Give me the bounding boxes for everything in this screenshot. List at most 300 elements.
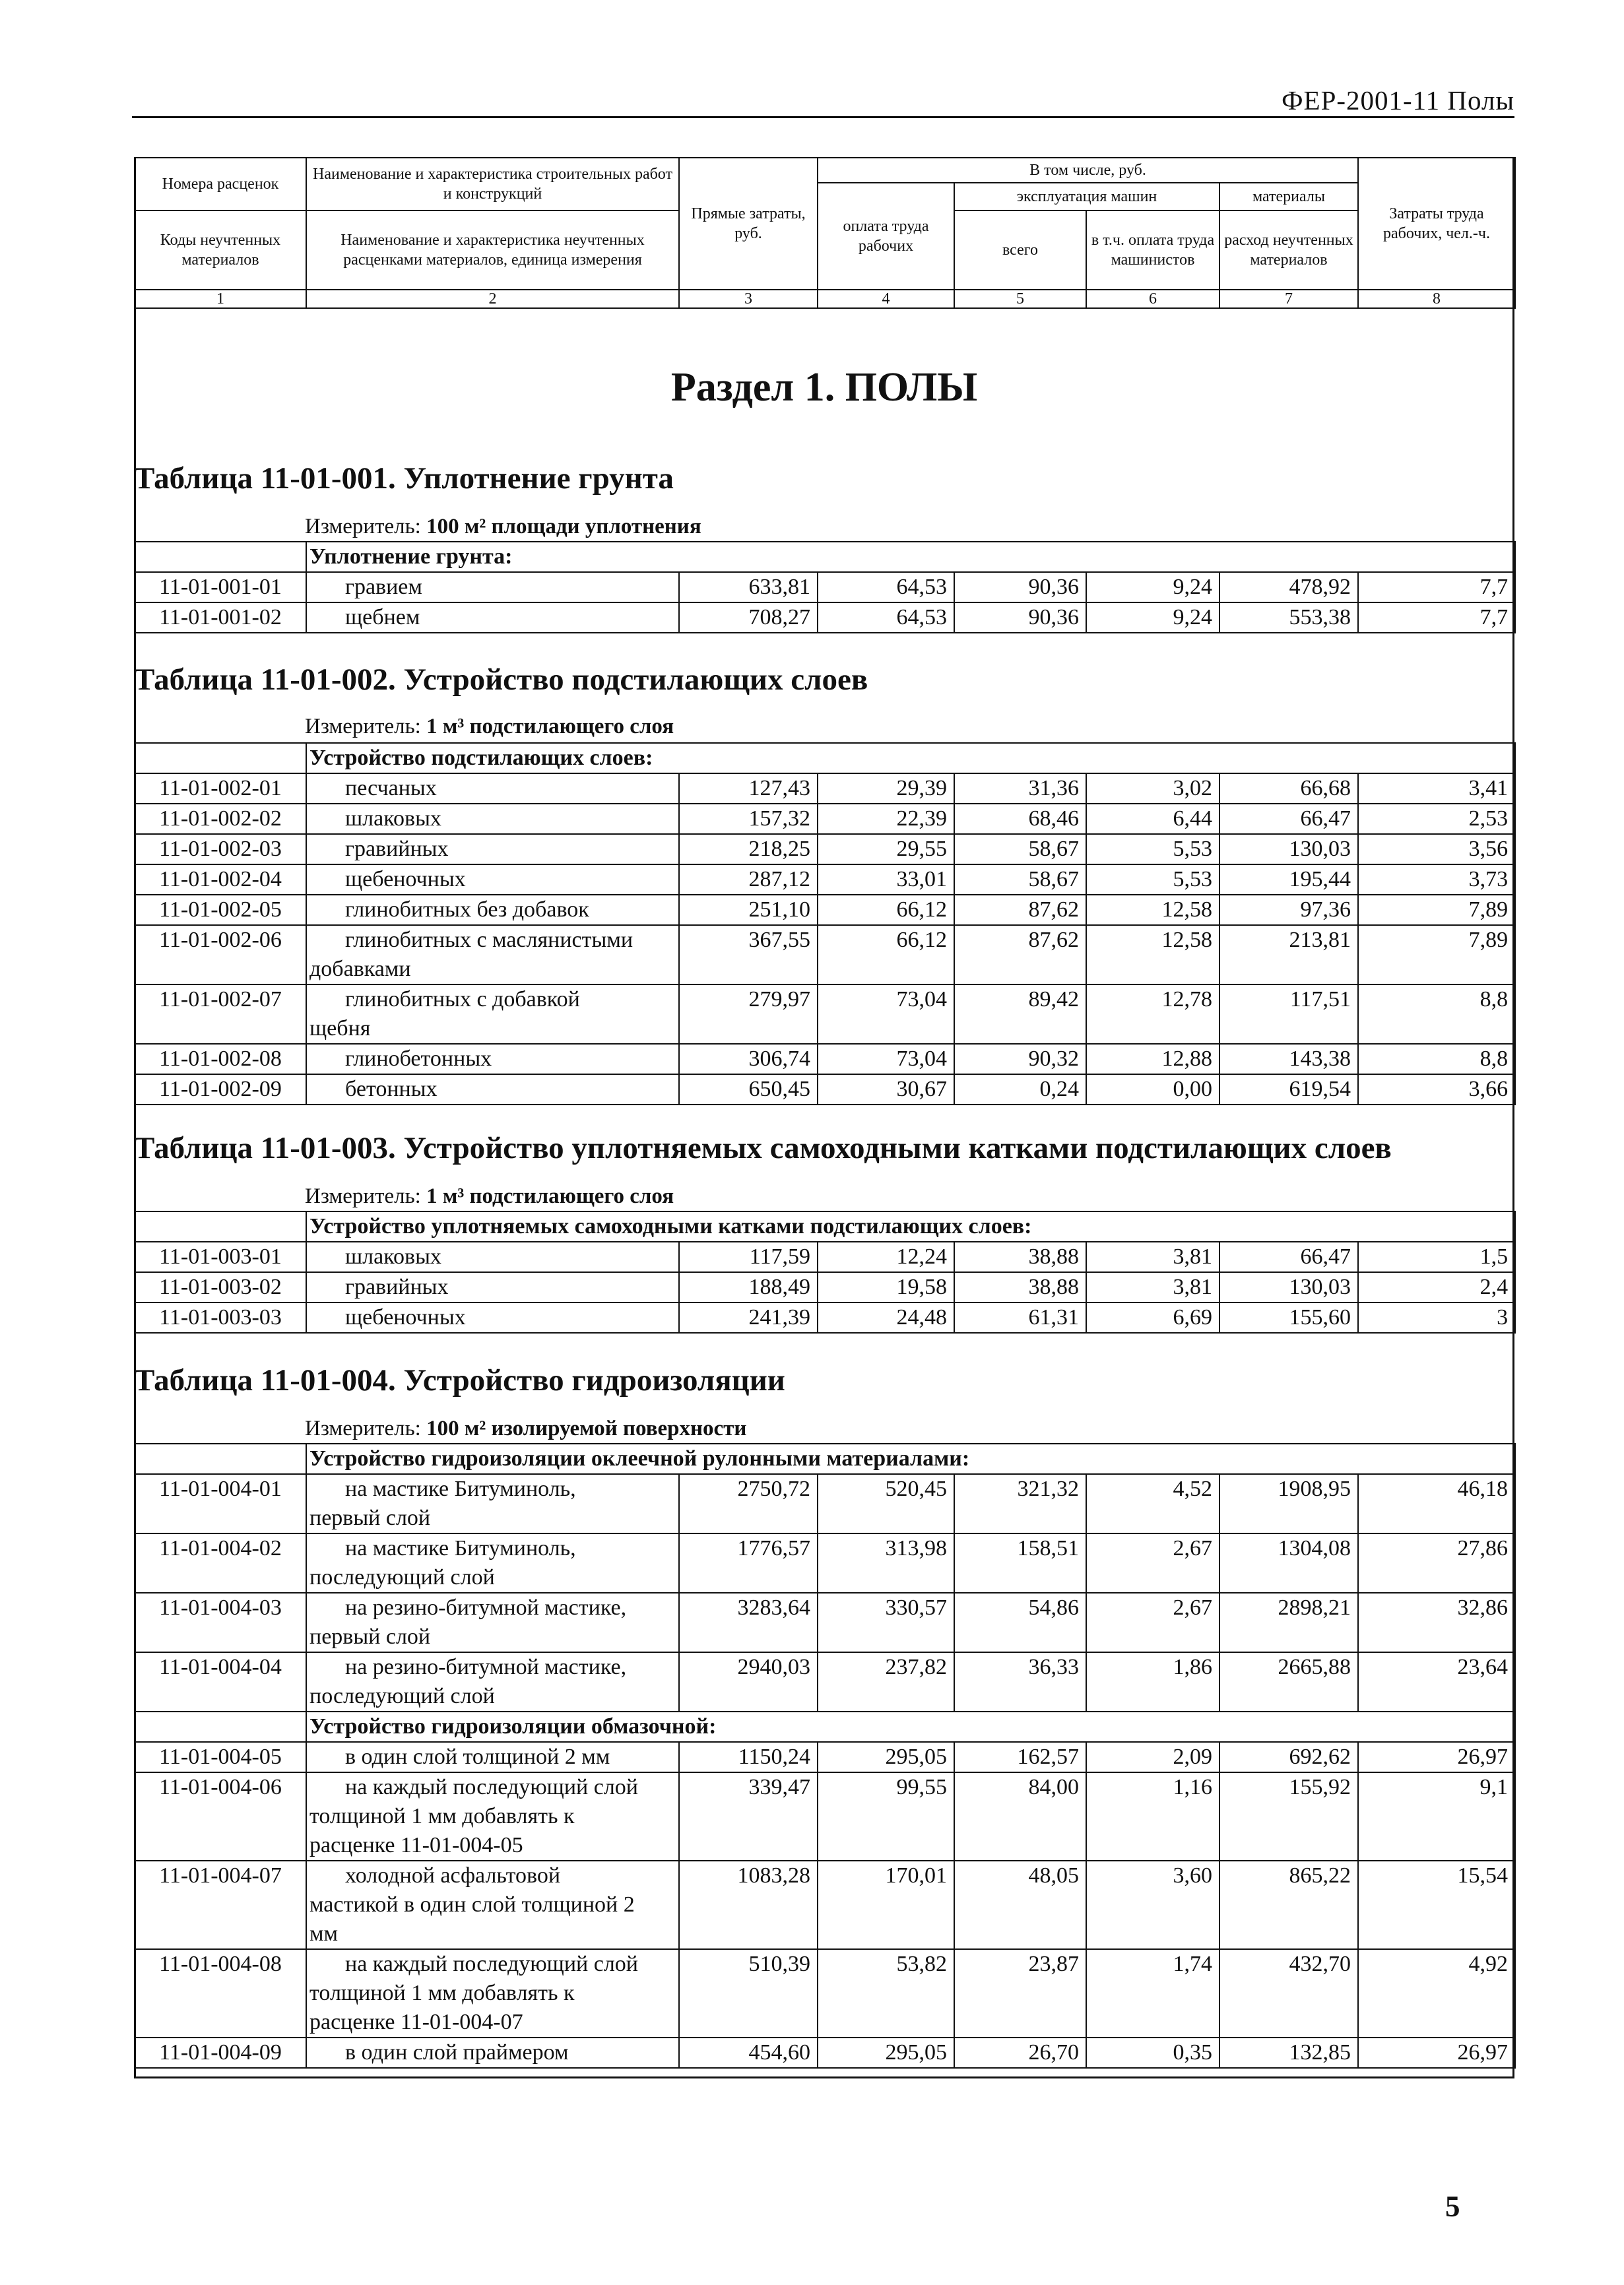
rates-table-11-01-004 [134, 1443, 1516, 2069]
labor-hours-cell: 15,54 [1358, 1861, 1515, 1949]
rate-name [306, 1303, 679, 1333]
rate-row [135, 1303, 1515, 1333]
machine-total-cell: 48,05 [954, 1861, 1086, 1949]
col-number: 6 [1086, 290, 1219, 308]
labor-pay-cell: 12,24 [818, 1242, 954, 1272]
machinist-pay-cell: 9,24 [1086, 572, 1219, 602]
group-heading: Устройство подстилающих слоев: [306, 743, 1515, 773]
materials-cell: 155,60 [1219, 1303, 1358, 1333]
rate-code: 11-01-004-07 [135, 1861, 306, 1949]
col-number: 8 [1358, 290, 1515, 308]
labor-hours-cell: 3,73 [1358, 864, 1515, 895]
machine-total-cell: 54,86 [954, 1593, 1086, 1652]
rate-row [135, 925, 1515, 984]
rate-code: 11-01-004-02 [135, 1533, 306, 1593]
direct-costs-cell: 510,39 [679, 1949, 818, 2038]
machinist-pay-cell: 3,81 [1086, 1272, 1219, 1303]
labor-pay-cell: 33,01 [818, 864, 954, 895]
machine-total-cell: 31,36 [954, 773, 1086, 804]
rate-name-continuation: последующий слой [309, 1565, 495, 1590]
machine-total-cell: 87,62 [954, 895, 1086, 925]
rate-name-continuation: первый слой [309, 1506, 431, 1530]
rate-row [135, 1949, 1515, 2038]
labor-pay-cell: 73,04 [818, 984, 954, 1044]
rate-name-continuation: расценке 11-01-004-07 [309, 2010, 523, 2034]
measure-value: 100 м² изолируемой поверхности [426, 1417, 747, 1440]
rate-name-line: гравийных [345, 837, 449, 861]
col-number: 1 [135, 290, 306, 308]
group-row [135, 1444, 1515, 1474]
rate-code: 11-01-002-03 [135, 834, 306, 864]
rates-table-11-01-003 [134, 1211, 1516, 1334]
materials-cell: 66,47 [1219, 804, 1358, 834]
labor-hours-cell: 2,53 [1358, 804, 1515, 834]
col-number: 5 [954, 290, 1086, 308]
labor-pay-cell: 30,67 [818, 1074, 954, 1105]
labor-pay-cell: 237,82 [818, 1652, 954, 1712]
rate-name [306, 1861, 679, 1949]
page-number: 5 [1445, 2190, 1460, 2223]
rate-name-line: щебеночных [345, 1305, 466, 1330]
rate-row [135, 1861, 1515, 1949]
rate-row [135, 1742, 1515, 1772]
rate-row [135, 1533, 1515, 1593]
materials-cell: 619,54 [1219, 1074, 1358, 1105]
rate-row [135, 1044, 1515, 1074]
col-number: 2 [306, 290, 679, 308]
rate-name-line: глинобитных без добавок [345, 897, 589, 922]
group-row [135, 542, 1515, 572]
labor-pay-cell: 295,05 [818, 2038, 954, 2068]
labor-pay-cell: 295,05 [818, 1742, 954, 1772]
labor-hours-cell: 8,8 [1358, 984, 1515, 1044]
rate-name [306, 895, 679, 925]
rate-code: 11-01-002-07 [135, 984, 306, 1044]
rate-name-line: гравием [345, 575, 422, 599]
machine-total-cell: 0,24 [954, 1074, 1086, 1105]
col-materialy-header: материалы [1219, 183, 1358, 210]
direct-costs-cell: 1150,24 [679, 1742, 818, 1772]
direct-costs-cell: 157,32 [679, 804, 818, 834]
machinist-pay-cell: 5,53 [1086, 834, 1219, 864]
rate-code: 11-01-001-01 [135, 572, 306, 602]
labor-hours-cell: 26,97 [1358, 2038, 1515, 2068]
labor-hours-cell: 3,41 [1358, 773, 1515, 804]
direct-costs-cell: 117,59 [679, 1242, 818, 1272]
machinist-pay-cell: 3,60 [1086, 1861, 1219, 1949]
column-header-table [134, 157, 1516, 309]
rate-code: 11-01-003-02 [135, 1272, 306, 1303]
rate-code: 11-01-004-01 [135, 1474, 306, 1533]
labor-hours-cell: 4,92 [1358, 1949, 1515, 2038]
measure-line [305, 515, 701, 539]
rates-table-11-01-002 [134, 742, 1516, 1105]
group-heading: Устройство гидроизоляции обмазочной: [306, 1712, 1515, 1742]
labor-pay-cell: 73,04 [818, 1044, 954, 1074]
labor-pay-cell: 64,53 [818, 572, 954, 602]
rate-name-line: в один слой толщиной 2 мм [345, 1745, 610, 1769]
labor-pay-cell: 99,55 [818, 1772, 954, 1861]
measure-line [305, 1417, 746, 1441]
rate-name-line: в один слой праймером [345, 2040, 569, 2065]
col-rashod-header: расход неучтенных материалов [1219, 210, 1358, 290]
labor-pay-cell: 29,39 [818, 773, 954, 804]
machinist-pay-cell: 12,78 [1086, 984, 1219, 1044]
rate-name-line: шлаковых [345, 806, 441, 831]
machinist-pay-cell: 3,02 [1086, 773, 1219, 804]
materials-cell: 213,81 [1219, 925, 1358, 984]
measure-value: 1 м³ подстилающего слоя [426, 1184, 674, 1208]
machine-total-cell: 90,36 [954, 602, 1086, 633]
direct-costs-cell: 1083,28 [679, 1861, 818, 1949]
table-title-11-01-002: Таблица 11-01-002. Устройство подстилающих слоев [134, 662, 868, 697]
labor-pay-cell: 170,01 [818, 1861, 954, 1949]
machinist-pay-cell: 1,86 [1086, 1652, 1219, 1712]
rate-name-continuation: последующий слой [309, 1684, 495, 1708]
rate-code: 11-01-003-03 [135, 1303, 306, 1333]
rate-name [306, 1593, 679, 1652]
rate-name [306, 2038, 679, 2068]
table-title-11-01-001: Таблица 11-01-001. Уплотнение грунта [134, 461, 674, 496]
rate-name-line: щебнем [345, 605, 420, 629]
labor-hours-cell: 46,18 [1358, 1474, 1515, 1533]
rate-name-continuation: добавками [309, 957, 411, 981]
labor-pay-cell: 520,45 [818, 1474, 954, 1533]
rate-name-line: на резино-битумной мастике, [345, 1655, 627, 1679]
col-nomera-header: Номера расценок [135, 158, 306, 210]
col-zatraty-header: Затраты труда рабочих, чел.-ч. [1358, 158, 1515, 290]
rate-name-line: холодной асфальтовой [345, 1863, 561, 1888]
labor-pay-cell: 22,39 [818, 804, 954, 834]
machinist-pay-cell: 12,58 [1086, 895, 1219, 925]
rate-name [306, 572, 679, 602]
measure-value: 1 м³ подстилающего слоя [426, 715, 674, 738]
measure-label: Измеритель: [305, 715, 427, 738]
machinist-pay-cell: 9,24 [1086, 602, 1219, 633]
rate-name-continuation: толщиной 1 мм добавлять к [309, 1981, 575, 2005]
direct-costs-cell: 650,45 [679, 1074, 818, 1105]
rate-name-line: на мастике Битуминоль, [345, 1477, 576, 1501]
col-number: 4 [818, 290, 954, 308]
direct-costs-cell: 218,25 [679, 834, 818, 864]
group-code-empty [135, 1712, 306, 1742]
rate-name [306, 1652, 679, 1712]
labor-hours-cell: 32,86 [1358, 1593, 1515, 1652]
col-naimenovanie-header: Наименование и характеристика строительных работ и конструкций [306, 158, 679, 210]
rate-name [306, 1742, 679, 1772]
rate-row [135, 895, 1515, 925]
rate-code: 11-01-004-08 [135, 1949, 306, 2038]
machine-total-cell: 58,67 [954, 864, 1086, 895]
direct-costs-cell: 287,12 [679, 864, 818, 895]
rate-row [135, 572, 1515, 602]
col-pryamye-header: Прямые затраты, руб. [679, 158, 818, 290]
rate-name-continuation: щебня [309, 1016, 371, 1041]
machinist-pay-cell: 1,16 [1086, 1772, 1219, 1861]
machinist-pay-cell: 5,53 [1086, 864, 1219, 895]
machine-total-cell: 162,57 [954, 1742, 1086, 1772]
labor-hours-cell: 7,7 [1358, 602, 1515, 633]
measure-line [305, 715, 674, 739]
materials-cell: 2665,88 [1219, 1652, 1358, 1712]
machine-total-cell: 321,32 [954, 1474, 1086, 1533]
labor-hours-cell: 7,89 [1358, 925, 1515, 984]
group-heading: Устройство уплотняемых самоходными катками подстилающих слоев: [306, 1211, 1515, 1242]
group-code-empty [135, 1211, 306, 1242]
col-v-tom-chisle-header: В том числе, руб. [818, 158, 1358, 183]
rate-row [135, 1593, 1515, 1652]
labor-pay-cell: 29,55 [818, 834, 954, 864]
direct-costs-cell: 708,27 [679, 602, 818, 633]
rate-name [306, 773, 679, 804]
machine-total-cell: 38,88 [954, 1242, 1086, 1272]
materials-cell: 2898,21 [1219, 1593, 1358, 1652]
rate-name-line: на мастике Битуминоль, [345, 1536, 576, 1561]
labor-hours-cell: 26,97 [1358, 1742, 1515, 1772]
rate-name [306, 1533, 679, 1593]
rate-name [306, 1272, 679, 1303]
rate-code: 11-01-004-09 [135, 2038, 306, 2068]
rate-name-line: глинобитных с маслянистыми [345, 928, 633, 952]
materials-cell: 865,22 [1219, 1861, 1358, 1949]
labor-hours-cell: 1,5 [1358, 1242, 1515, 1272]
rate-name-continuation: расценке 11-01-004-05 [309, 1833, 523, 1857]
group-code-empty [135, 743, 306, 773]
labor-hours-cell: 23,64 [1358, 1652, 1515, 1712]
header-rule [132, 116, 1514, 118]
col-ekspluatatsiya-header: эксплуатация машин [954, 183, 1219, 210]
materials-cell: 143,38 [1219, 1044, 1358, 1074]
materials-cell: 97,36 [1219, 895, 1358, 925]
machine-total-cell: 89,42 [954, 984, 1086, 1044]
labor-pay-cell: 19,58 [818, 1272, 954, 1303]
machinist-pay-cell: 2,09 [1086, 1742, 1219, 1772]
machinist-pay-cell: 12,88 [1086, 1044, 1219, 1074]
group-code-empty [135, 542, 306, 572]
labor-pay-cell: 330,57 [818, 1593, 954, 1652]
rate-name [306, 1949, 679, 2038]
group-row [135, 1712, 1515, 1742]
materials-cell: 478,92 [1219, 572, 1358, 602]
rate-code: 11-01-004-05 [135, 1742, 306, 1772]
rate-name [306, 1242, 679, 1272]
direct-costs-cell: 367,55 [679, 925, 818, 984]
rate-row [135, 1242, 1515, 1272]
measure-label: Измеритель: [305, 1184, 427, 1208]
materials-cell: 432,70 [1219, 1949, 1358, 2038]
document-code-header: ФЕР-2001-11 Полы [1282, 85, 1514, 115]
materials-cell: 1908,95 [1219, 1474, 1358, 1533]
rate-code: 11-01-002-09 [135, 1074, 306, 1105]
rate-row [135, 984, 1515, 1044]
rate-row [135, 602, 1515, 633]
rate-code: 11-01-002-01 [135, 773, 306, 804]
rate-code: 11-01-002-05 [135, 895, 306, 925]
labor-hours-cell: 7,89 [1358, 895, 1515, 925]
col-oplata-truda-header: оплата труда рабочих [818, 183, 954, 290]
labor-hours-cell: 8,8 [1358, 1044, 1515, 1074]
rate-name-line: шлаковых [345, 1244, 441, 1269]
direct-costs-cell: 454,60 [679, 2038, 818, 2068]
rate-code: 11-01-004-06 [135, 1772, 306, 1861]
materials-cell: 130,03 [1219, 834, 1358, 864]
rate-code: 11-01-004-03 [135, 1593, 306, 1652]
section-title: Раздел 1. ПОЛЫ [670, 365, 978, 410]
labor-pay-cell: 66,12 [818, 895, 954, 925]
direct-costs-cell: 3283,64 [679, 1593, 818, 1652]
machine-total-cell: 68,46 [954, 804, 1086, 834]
machine-total-cell: 87,62 [954, 925, 1086, 984]
labor-pay-cell: 53,82 [818, 1949, 954, 2038]
machinist-pay-cell: 6,44 [1086, 804, 1219, 834]
rate-row [135, 773, 1515, 804]
measure-label: Измеритель: [305, 1417, 427, 1440]
measure-label: Измеритель: [305, 515, 427, 538]
col-vsego-header: всего [954, 210, 1086, 290]
machinist-pay-cell: 0,35 [1086, 2038, 1219, 2068]
materials-cell: 195,44 [1219, 864, 1358, 895]
rate-code: 11-01-002-04 [135, 864, 306, 895]
machine-total-cell: 36,33 [954, 1652, 1086, 1712]
col-naim-neuchtennyh-header: Наименование и характеристика неучтенных расценками материалов, единица измерения [306, 210, 679, 290]
col-number: 7 [1219, 290, 1358, 308]
machine-total-cell: 38,88 [954, 1272, 1086, 1303]
rate-code: 11-01-002-06 [135, 925, 306, 984]
rate-name-line: песчаных [345, 776, 437, 800]
rate-name [306, 925, 679, 984]
table-title-11-01-004: Таблица 11-01-004. Устройство гидроизоляции [134, 1363, 785, 1398]
machine-total-cell: 158,51 [954, 1533, 1086, 1593]
materials-cell: 155,92 [1219, 1772, 1358, 1861]
rate-row [135, 864, 1515, 895]
rate-name-line: гравийных [345, 1275, 449, 1299]
machinist-pay-cell: 1,74 [1086, 1949, 1219, 2038]
rate-row [135, 834, 1515, 864]
rate-name [306, 602, 679, 633]
labor-hours-cell: 3,56 [1358, 834, 1515, 864]
materials-cell: 132,85 [1219, 2038, 1358, 2068]
rate-code: 11-01-001-02 [135, 602, 306, 633]
rate-row [135, 1474, 1515, 1533]
rate-name-continuation: мм [309, 1921, 339, 1946]
rate-name [306, 1772, 679, 1861]
rate-name-line: на каждый последующий слой [345, 1952, 638, 1976]
labor-hours-cell: 27,86 [1358, 1533, 1515, 1593]
rate-name [306, 1044, 679, 1074]
direct-costs-cell: 188,49 [679, 1272, 818, 1303]
rate-name-continuation: толщиной 1 мм добавлять к [309, 1804, 575, 1828]
rate-name [306, 804, 679, 834]
direct-costs-cell: 2940,03 [679, 1652, 818, 1712]
machinist-pay-cell: 0,00 [1086, 1074, 1219, 1105]
machinist-pay-cell: 2,67 [1086, 1533, 1219, 1593]
direct-costs-cell: 127,43 [679, 773, 818, 804]
labor-pay-cell: 313,98 [818, 1533, 954, 1593]
rate-row [135, 1652, 1515, 1712]
machinist-pay-cell: 12,58 [1086, 925, 1219, 984]
rate-name-line: бетонных [345, 1077, 438, 1101]
direct-costs-cell: 1776,57 [679, 1533, 818, 1593]
measure-value: 100 м² площади уплотнения [426, 515, 701, 538]
direct-costs-cell: 306,74 [679, 1044, 818, 1074]
direct-costs-cell: 241,39 [679, 1303, 818, 1333]
machine-total-cell: 58,67 [954, 834, 1086, 864]
direct-costs-cell: 2750,72 [679, 1474, 818, 1533]
labor-hours-cell: 3 [1358, 1303, 1515, 1333]
rate-name [306, 984, 679, 1044]
materials-cell: 66,47 [1219, 1242, 1358, 1272]
machinist-pay-cell: 6,69 [1086, 1303, 1219, 1333]
machine-total-cell: 26,70 [954, 2038, 1086, 2068]
labor-pay-cell: 64,53 [818, 602, 954, 633]
rate-code: 11-01-003-01 [135, 1242, 306, 1272]
machine-total-cell: 90,32 [954, 1044, 1086, 1074]
machinist-pay-cell: 2,67 [1086, 1593, 1219, 1652]
machine-total-cell: 61,31 [954, 1303, 1086, 1333]
direct-costs-cell: 339,47 [679, 1772, 818, 1861]
rate-name-line: на резино-битумной мастике, [345, 1595, 627, 1620]
materials-cell: 117,51 [1219, 984, 1358, 1044]
labor-hours-cell: 9,1 [1358, 1772, 1515, 1861]
group-row [135, 743, 1515, 773]
machine-total-cell: 90,36 [954, 572, 1086, 602]
labor-hours-cell: 3,66 [1358, 1074, 1515, 1105]
rate-row [135, 2038, 1515, 2068]
machinist-pay-cell: 4,52 [1086, 1474, 1219, 1533]
rate-name-continuation: мастикой в один слой толщиной 2 [309, 1892, 635, 1917]
measure-line [305, 1184, 674, 1209]
rate-code: 11-01-002-08 [135, 1044, 306, 1074]
rate-row [135, 1772, 1515, 1861]
rates-table-11-01-001 [134, 541, 1516, 633]
rate-name-continuation: первый слой [309, 1625, 431, 1649]
rate-row [135, 804, 1515, 834]
materials-cell: 692,62 [1219, 1742, 1358, 1772]
rate-name [306, 864, 679, 895]
labor-hours-cell: 7,7 [1358, 572, 1515, 602]
rate-row [135, 1272, 1515, 1303]
group-heading: Уплотнение грунта: [306, 542, 1515, 572]
rate-code: 11-01-004-04 [135, 1652, 306, 1712]
labor-hours-cell: 2,4 [1358, 1272, 1515, 1303]
rate-name-line: щебеночных [345, 867, 466, 891]
rate-name-line: на каждый последующий слой [345, 1775, 638, 1799]
machinist-pay-cell: 3,81 [1086, 1242, 1219, 1272]
rate-name [306, 1474, 679, 1533]
group-code-empty [135, 1444, 306, 1474]
rate-name [306, 1074, 679, 1105]
direct-costs-cell: 251,10 [679, 895, 818, 925]
machine-total-cell: 23,87 [954, 1949, 1086, 2038]
machine-total-cell: 84,00 [954, 1772, 1086, 1861]
table-title-11-01-003: Таблица 11-01-003. Устройство уплотняемых самоходными катками подстилающих слоев [134, 1131, 1392, 1165]
group-heading: Устройство гидроизоляции оклеечной рулонными материалами: [306, 1444, 1515, 1474]
rate-code: 11-01-002-02 [135, 804, 306, 834]
materials-cell: 66,68 [1219, 773, 1358, 804]
group-row [135, 1211, 1515, 1242]
direct-costs-cell: 633,81 [679, 572, 818, 602]
rate-name-line: глинобитных с добавкой [345, 987, 580, 1012]
rate-name-line: глинобетонных [345, 1046, 492, 1071]
col-kody-header: Коды неучтенных материалов [135, 210, 306, 290]
col-vtch-header: в т.ч. оплата труда машинистов [1086, 210, 1219, 290]
labor-pay-cell: 66,12 [818, 925, 954, 984]
rate-row [135, 1074, 1515, 1105]
labor-pay-cell: 24,48 [818, 1303, 954, 1333]
col-number: 3 [679, 290, 818, 308]
materials-cell: 1304,08 [1219, 1533, 1358, 1593]
rate-name [306, 834, 679, 864]
